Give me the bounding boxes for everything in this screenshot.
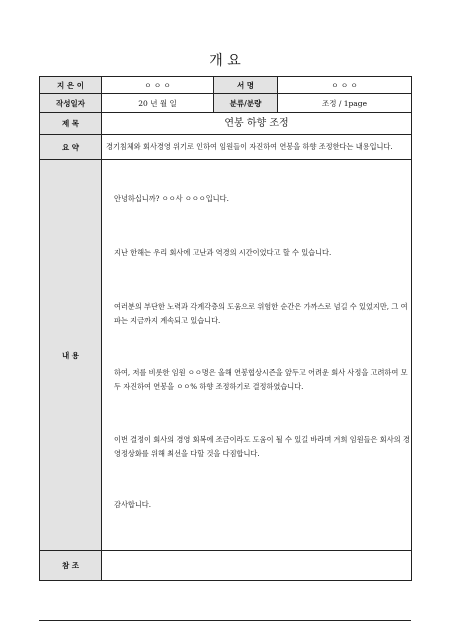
author-value: ㅇ ㅇ ㅇ <box>102 77 214 94</box>
reference-value <box>102 551 412 581</box>
content-paragraphs <box>108 160 410 550</box>
content-paragraph-thanks: 감사합니다. <box>114 500 152 509</box>
summary-row <box>40 135 412 160</box>
content-body <box>102 160 412 551</box>
summary-form-table <box>39 76 412 581</box>
content-paragraph-pledge: 이번 결정이 회사의 경영 회복에 조금이라도 도움이 될 수 있길 바라며 겨희 임원들은 회사의 경영정상화를 위해 최선을 다할 것을 다짐합니다. <box>114 435 410 458</box>
date-label: 작성일자 <box>40 94 102 113</box>
content-paragraph-decision: 하여, 저를 비롯한 임원 ㅇㅇ명은 올해 연봉협상시즌을 앞두고 어려운 회사 사정을 고려하여 모두 자진하여 연봉을 ㅇㅇ% 하향 조정하기로 결정하였습니다. <box>114 368 408 391</box>
document-title: 개 요 <box>209 53 241 69</box>
date-value: 20 년 월 일 <box>102 94 214 113</box>
subject-row <box>40 113 412 135</box>
author-row <box>40 77 412 94</box>
signature-value: ㅇ ㅇ ㅇ <box>278 77 412 94</box>
category-value: 조정 / 1page <box>278 94 412 113</box>
subject-value: 연봉 하향 조정 <box>102 113 412 135</box>
subject-label: 제 목 <box>40 113 102 135</box>
content-row <box>40 160 412 551</box>
summary-value: 경기침체와 회사경영 위기로 인하여 임원들이 자진하여 연봉을 하향 조정한다는 내용입니다. <box>102 135 412 160</box>
page-bottom-rule <box>39 620 411 621</box>
author-label: 지 은 이 <box>40 77 102 94</box>
reference-row <box>40 551 412 581</box>
date-row <box>40 94 412 113</box>
content-label: 내 용 <box>40 160 102 551</box>
content-paragraph-greeting: 안녕하십니까? ㅇㅇ사 ㅇㅇㅇ입니다. <box>114 194 229 203</box>
reference-label: 참 조 <box>40 551 102 581</box>
summary-label: 요 약 <box>40 135 102 160</box>
signature-label: 서 명 <box>214 77 278 94</box>
content-paragraph-effort: 여러분의 부단한 노력과 각계각층의 도움으로 위험한 순간은 가까스로 넘길 수 있었지만, 그 여파는 지금까지 계속되고 있습니다. <box>114 302 408 325</box>
category-label: 분류/분량 <box>214 94 278 113</box>
content-paragraph-past-year: 지난 한해는 우리 회사에 고난과 역경의 시간이었다고 할 수 있습니다. <box>114 248 332 257</box>
